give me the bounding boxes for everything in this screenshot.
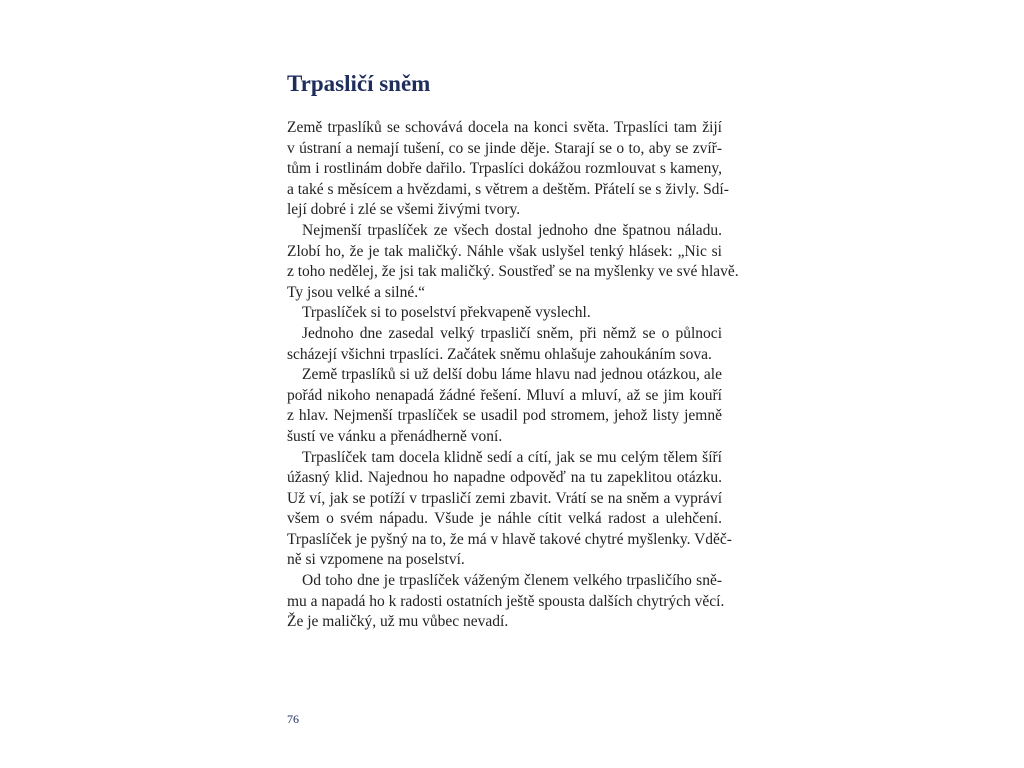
paragraph (287, 303, 722, 324)
text-line: scházejí všichni trpaslíci. Začátek sněmu ohlašuje zahoukáním sova. (287, 345, 712, 363)
text-line: Trpaslíček tam docela klidně sedí a cítí, jak se mu celým tělem šíří (302, 448, 722, 466)
text-line: ně si vzpomene na poselství. (287, 551, 465, 569)
chapter-body (287, 118, 739, 633)
chapter-title: Trpasličí sněm (287, 71, 431, 96)
page-number: 76 (287, 712, 299, 726)
text-line: Země trpaslíků se schovává docela na konci světa. Trpaslíci tam žijí (287, 119, 722, 136)
paragraph (287, 324, 722, 365)
paragraph (287, 571, 725, 633)
text-line: Ty jsou velké a silné.“ (287, 283, 425, 301)
text-line: Zlobí ho, že je tak maličký. Náhle však uslyšel tenký hlásek: „Nic si (287, 242, 722, 260)
text-line: z hlav. Nejmenší trpaslíček se usadil pod stromem, jehož listy jemně (287, 407, 722, 425)
text-line: lejí dobré i zlé se všemi živými tvory. (287, 201, 521, 219)
text-line: Trpaslíček je pyšný na to, že má v hlavě takové chytré myšlenky. Vděč- (287, 530, 732, 548)
text-line: Země trpaslíků si už delší dobu láme hlavu nad jednou otázkou, ale (302, 366, 722, 384)
text-line: Že je maličký, už mu vůbec nevadí. (287, 613, 509, 631)
text-line: úžasný klid. Najednou ho napadne odpověď na tu zapeklitou otázku. (287, 469, 722, 487)
paragraph (287, 221, 739, 303)
text-line: Už ví, jak se potíží v trpasličí zemi zbavit. Vrátí se na sněm a vypráví (287, 489, 722, 507)
paragraph (287, 118, 729, 221)
text-line: všem o svém nápadu. Všude je náhle cítit velká radost a ulehčení. (287, 510, 722, 528)
paragraph (287, 448, 732, 572)
text-line: v ústraní a nemají tušení, co se jinde děje. Starají se o to, aby se zvíř- (287, 139, 722, 157)
text-line: Jednoho dne zasedal velký trpasličí sněm, při němž se o půlnoci (302, 324, 722, 342)
text-line: Nejmenší trpaslíček ze všech dostal jednoho dne špatnou náladu. (302, 221, 722, 239)
text-line: pořád nikoho nenapadá žádné řešení. Mluví a mluví, až se jim kouří (287, 386, 722, 404)
text-line: šustí ve vánku a přenádherně voní. (287, 427, 503, 445)
text-line: a také s měsícem a hvězdami, s větrem a deštěm. Přátelí se s živly. Sdí- (287, 180, 729, 198)
text-line: Od toho dne je trpaslíček váženým členem velkého trpasličího sně- (302, 572, 722, 590)
text-line: Trpaslíček si to poselství překvapeně vyslechl. (302, 304, 591, 322)
text-line: mu a napadá ho k radosti ostatních ještě spousta dalších chytrých věcí. (287, 592, 725, 610)
text-line: z toho nedělej, že jsi tak maličký. Soustřeď se na myšlenky ve své hlavě. (287, 263, 739, 281)
text-line: tům i rostlinám dobře dařilo. Trpaslíci dokážou rozmlouvat s kameny, (287, 160, 722, 178)
paragraph (287, 365, 722, 447)
